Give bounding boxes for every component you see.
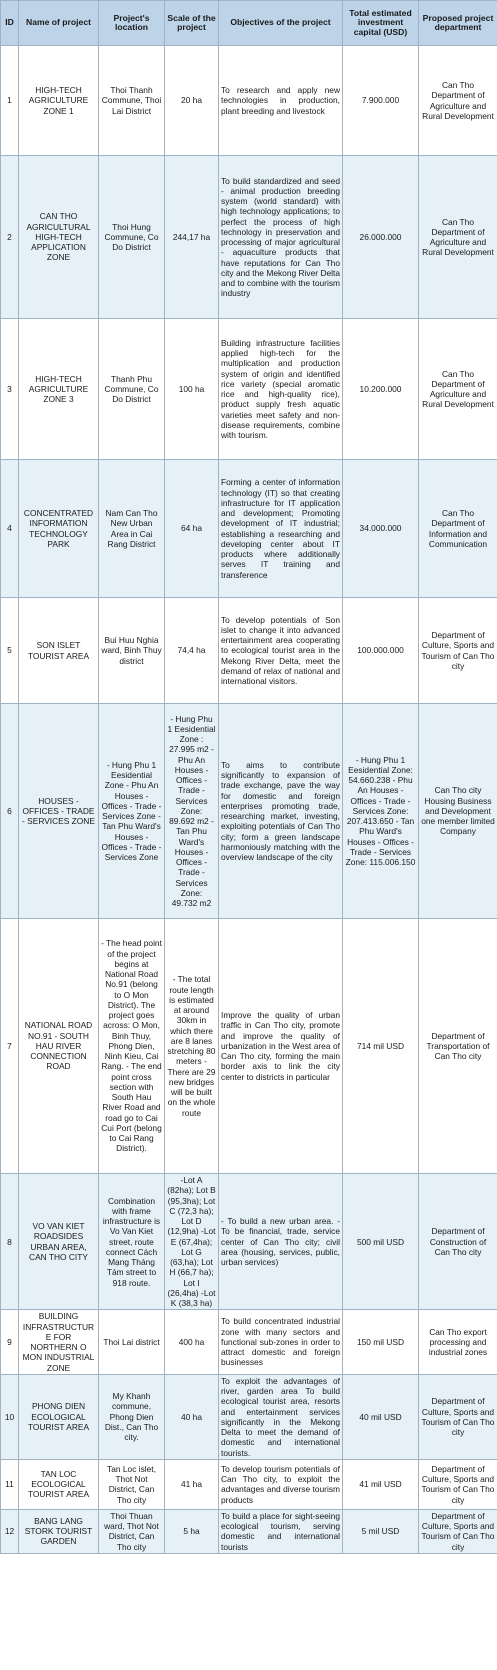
cell-id: 3: [1, 319, 19, 460]
cell-id: 4: [1, 460, 19, 598]
table-row: [1, 1374, 497, 1459]
cell-objectives: Building infrastructure facilities applied high-tech for the multiplication and production system of origin and identified rice variety (special aromatic rice and high-quality rice), product supply fresh aquatic varieties meet safety and non-disease requirements, combine with tourism.: [219, 319, 343, 460]
cell-location: Thoi Hung Commune, Co Do District: [99, 156, 165, 319]
cell-department: Can Tho export processing and industrial zones: [419, 1310, 497, 1375]
cell-location: Thoi Thanh Commune, Thoi Lai District: [99, 46, 165, 156]
cell-department: Department of Culture, Sports and Tourism of Can Tho city: [419, 1374, 497, 1459]
cell-objectives: To build a place for sight-seeing ecological tourism, serving domestic and international tourists: [219, 1509, 343, 1553]
cell-name: NATIONAL ROAD NO.91 - SOUTH HAU RIVER CONNECTION ROAD: [19, 919, 99, 1174]
table-row: [1, 704, 497, 919]
header-name: Name of project: [19, 1, 99, 46]
header-scale: Scale of the project: [165, 1, 219, 46]
cell-scale: 64 ha: [165, 460, 219, 598]
table-row: [1, 319, 497, 460]
cell-department: Can Tho Department of Information and Communication: [419, 460, 497, 598]
cell-id: 12: [1, 1509, 19, 1553]
cell-scale: - Hung Phu 1 Eesidential Zone : 27.995 m2 - Phu An Houses - Offices - Trade - Services Zone: 89.692 m2 - Tan Phu Ward's Houses - Offices - Trade - Services Zone: 49.732 m2: [165, 704, 219, 919]
cell-objectives: To build concentrated industrial zone with many sectors and functional sub-zones in order to attract domestic and foreign businesses: [219, 1310, 343, 1375]
cell-capital: 26.000.000: [343, 156, 419, 319]
cell-scale: 40 ha: [165, 1374, 219, 1459]
cell-scale: 5 ha: [165, 1509, 219, 1553]
cell-scale: 20 ha: [165, 46, 219, 156]
cell-id: 10: [1, 1374, 19, 1459]
table-row: [1, 1459, 497, 1509]
cell-id: 7: [1, 919, 19, 1174]
cell-name: CAN THO AGRICULTURAL HIGH-TECH APPLICATION ZONE: [19, 156, 99, 319]
cell-location: Thanh Phu Commune, Co Do District: [99, 319, 165, 460]
cell-name: VO VAN KIET ROADSIDES URBAN AREA, CAN THO CITY: [19, 1174, 99, 1310]
table-row: [1, 1174, 497, 1310]
cell-department: Department of Transportation of Can Tho city: [419, 919, 497, 1174]
header-department: Proposed project department: [419, 1, 497, 46]
cell-location: - Hung Phu 1 Eesidential Zone - Phu An Houses - Offices - Trade - Services Zone - Tan Phu Ward's Houses - Offices - Trade - Services Zone: [99, 704, 165, 919]
cell-id: 6: [1, 704, 19, 919]
cell-department: Department of Construction of Can Tho city: [419, 1174, 497, 1310]
cell-scale: - The total route length is estimated at around 30km in which there are 8 lanes stretching 80 meters - There are 29 new bridges will be built on the whole route: [165, 919, 219, 1174]
header-objectives: Objectives of the project: [219, 1, 343, 46]
table-row: [1, 460, 497, 598]
cell-location: Thoi Lai district: [99, 1310, 165, 1375]
cell-objectives: To research and apply new technologies in production, plant breeding and livestock: [219, 46, 343, 156]
cell-capital: 500 mil USD: [343, 1174, 419, 1310]
cell-scale: 74,4 ha: [165, 598, 219, 704]
cell-location: My Khanh commune, Phong Dien Dist., Can Tho city.: [99, 1374, 165, 1459]
cell-capital: 40 mil USD: [343, 1374, 419, 1459]
cell-capital: 41 mil USD: [343, 1459, 419, 1509]
cell-department: Department of Culture, Sports and Tourism of Can Tho city: [419, 1509, 497, 1553]
cell-capital: 34.000.000: [343, 460, 419, 598]
cell-name: BUILDING INFRASTRUCTURE FOR NORTHERN O MON INDUSTRIAL ZONE: [19, 1310, 99, 1375]
cell-objectives: To build standardized and seed - animal production breeding system (world standard) with high technology applications; to perfect the process of high technology in preservation and processing of major agricultural - aquaculture products that have reputations for Can Tho city and the Mekong River Delta and to combine with the tourism industry: [219, 156, 343, 319]
cell-name: SON ISLET TOURIST AREA: [19, 598, 99, 704]
cell-scale: 400 ha: [165, 1310, 219, 1375]
cell-name: PHONG DIEN ECOLOGICAL TOURIST AREA: [19, 1374, 99, 1459]
table-row: [1, 46, 497, 156]
cell-location: Combination with frame infrastructure is Vo Van Kiet street, route connect Cách Mạng Tháng Tám street to 918 route.: [99, 1174, 165, 1310]
cell-id: 2: [1, 156, 19, 319]
cell-name: HIGH-TECH AGRICULTURE ZONE 1: [19, 46, 99, 156]
cell-location: - The head point of the project begins at National Road No.91 (belong to O Mon District). The project goes across: O Mon, Binh Thuy, Phong Dien, Ninh Kieu, Cai Rang. - The end point cross section with South Hau River Road and road go to Cai Cui Port (belong to Cai Rang District).: [99, 919, 165, 1174]
cell-scale: 41 ha: [165, 1459, 219, 1509]
cell-name: HIGH-TECH AGRICULTURE ZONE 3: [19, 319, 99, 460]
cell-objectives: To develop tourism potentials of Can Tho city, to exploit the advantages and diverse tourism products: [219, 1459, 343, 1509]
cell-capital: 7.900.000: [343, 46, 419, 156]
cell-department: Can Tho city Housing Business and Development one member limited Company: [419, 704, 497, 919]
cell-scale: -Lot A (82ha); Lot B (95,3ha); Lot C (72,3 ha); Lot D (12,9ha) -Lot E (67,4ha); Lot G (63,ha); Lot H (66,7 ha); Lot I (26,4ha) -Lot K (38,3 ha): [165, 1174, 219, 1310]
cell-objectives: To aims to contribute significantly to expansion of trade exchange, pave the way for domestic and foreign enterprises promoting trade, researching market, investing, exploiting potentials of Can Tho city; form a green landscape harmoniously matching with the overview landscape of the city: [219, 704, 343, 919]
table-row: [1, 598, 497, 704]
cell-name: HOUSES - OFFICES - TRADE - SERVICES ZONE: [19, 704, 99, 919]
cell-location: Thoi Thuan ward, Thot Not District, Can Tho city: [99, 1509, 165, 1553]
cell-capital: 5 mil USD: [343, 1509, 419, 1553]
cell-location: Tan Loc islet, Thot Not District, Can Tho city: [99, 1459, 165, 1509]
cell-objectives: - To build a new urban area. - To be financial, trade, service center of Can Tho city; civil area (housing, services, public, urban services): [219, 1174, 343, 1310]
cell-objectives: To exploit the advantages of river, garden area To build ecological tourist area, resorts and entertainment services significantly in the Mekong Delta to meet the demand of domestic and international tourists.: [219, 1374, 343, 1459]
cell-id: 9: [1, 1310, 19, 1375]
cell-name: TAN LOC ECOLOGICAL TOURIST AREA: [19, 1459, 99, 1509]
cell-id: 8: [1, 1174, 19, 1310]
cell-objectives: Improve the quality of urban traffic in Can Tho city, promote and improve the quality of urbanization in the West area of Can Tho city, forming the main border axis to link the city center to districts in particular: [219, 919, 343, 1174]
cell-id: 11: [1, 1459, 19, 1509]
cell-location: Bui Huu Nghia ward, Binh Thuy district: [99, 598, 165, 704]
cell-name: CONCENTRATED INFORMATION TECHNOLOGY PARK: [19, 460, 99, 598]
cell-department: Department of Culture, Sports and Tourism of Can Tho city: [419, 1459, 497, 1509]
table-header-row: [1, 1, 497, 46]
header-capital: Total estimated investment capital (USD): [343, 1, 419, 46]
cell-department: Can Tho Department of Agriculture and Rural Development: [419, 46, 497, 156]
cell-capital: 150 mil USD: [343, 1310, 419, 1375]
cell-location: Nam Can Tho New Urban Area in Cai Rang District: [99, 460, 165, 598]
header-location: Project's location: [99, 1, 165, 46]
cell-scale: 244,17 ha: [165, 156, 219, 319]
cell-department: Can Tho Department of Agriculture and Rural Development: [419, 319, 497, 460]
cell-capital: 714 mil USD: [343, 919, 419, 1174]
cell-capital: 100.000.000: [343, 598, 419, 704]
header-id: ID: [1, 1, 19, 46]
table-row: [1, 156, 497, 319]
cell-id: 1: [1, 46, 19, 156]
cell-id: 5: [1, 598, 19, 704]
cell-capital: 10.200.000: [343, 319, 419, 460]
table-row: [1, 1310, 497, 1375]
table-row: [1, 1509, 497, 1553]
cell-objectives: To develop potentials of Son islet to change it into advanced entertainment area cooperating to ecological tourist area in the Mekong River Delta, meet the demand of relax of national and international visitors.: [219, 598, 343, 704]
cell-department: Can Tho Department of Agriculture and Rural Development: [419, 156, 497, 319]
cell-scale: 100 ha: [165, 319, 219, 460]
cell-capital: - Hung Phu 1 Eesidential Zone: 54.660.238 - Phu An Houses - Offices - Trade - Services Zone: 207.413.650 - Tan Phu Ward's Houses - Offices - Trade - Services Zone: 115.006.150: [343, 704, 419, 919]
table-row: [1, 919, 497, 1174]
cell-objectives: Forming a center of information technology (IT) so that creating infrastructure for IT application and development; Promoting development of IT industrial; establishing a researching and developing center about IT products where additionally serves IT training and transference: [219, 460, 343, 598]
cell-department: Department of Culture, Sports and Tourism of Can Tho city: [419, 598, 497, 704]
cell-name: BANG LANG STORK TOURIST GARDEN: [19, 1509, 99, 1553]
